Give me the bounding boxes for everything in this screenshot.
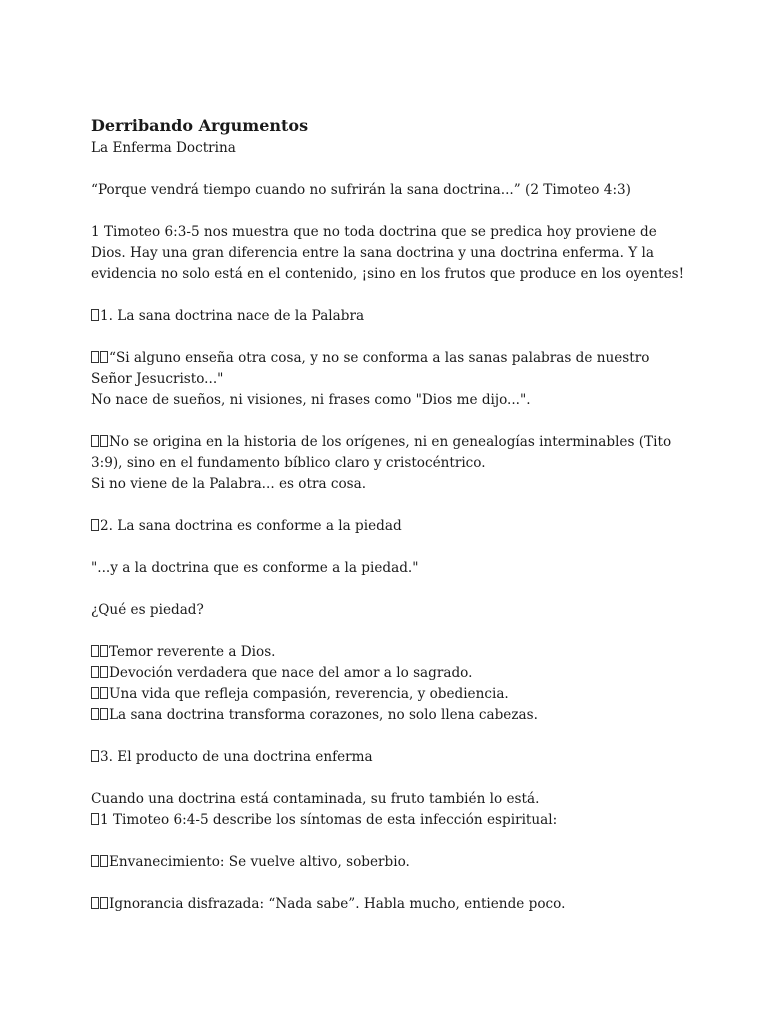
section-3-intro-block bbox=[91, 789, 691, 831]
missing-glyph-icon bbox=[91, 708, 99, 720]
missing-glyph-icon bbox=[91, 519, 99, 531]
missing-glyph-icon bbox=[100, 666, 108, 678]
missing-glyph-icon bbox=[91, 897, 99, 909]
section-2-quote: "...y a la doctrina que es conforme a la piedad." bbox=[91, 560, 419, 576]
section-1-quote-note: No nace de sueños, ni visiones, ni frases como "Dios me dijo...". bbox=[91, 392, 531, 408]
symptom-text: Ignorancia disfrazada: “Nada sabe”. Habla mucho, entiende poco. bbox=[109, 896, 566, 912]
symptom-text: Envanecimiento: Se vuelve altivo, soberbio. bbox=[109, 854, 410, 870]
section-3-ref: 1 Timoteo 6:4-5 describe los síntomas de esta infección espiritual: bbox=[100, 812, 558, 828]
section-1-quote-line bbox=[91, 350, 649, 387]
section-1-quote: “Si alguno enseña otra cosa, y no se conforma a las sanas palabras de nuestro Señor Jesucristo..." bbox=[91, 350, 650, 387]
list-item-text: Temor reverente a Dios. bbox=[109, 644, 276, 660]
missing-glyph-icon bbox=[100, 708, 108, 720]
section-1-point-note: Si no viene de la Palabra... es otra cosa. bbox=[91, 476, 367, 492]
section-2-heading bbox=[91, 516, 691, 537]
missing-glyph-icon bbox=[91, 645, 99, 657]
missing-glyph-icon bbox=[91, 351, 99, 363]
list-item-text: Una vida que refleja compasión, reverencia, y obediencia. bbox=[109, 686, 509, 702]
missing-glyph-icon bbox=[100, 435, 108, 447]
section-3-symptom-1 bbox=[91, 852, 691, 873]
list-item-text: La sana doctrina transforma corazones, no solo llena cabezas. bbox=[109, 707, 538, 723]
document-subtitle: La Enferma Doctrina bbox=[91, 140, 236, 156]
missing-glyph-icon bbox=[100, 897, 108, 909]
section-2-list bbox=[91, 642, 691, 726]
section-3-ref-line bbox=[91, 810, 691, 831]
missing-glyph-icon bbox=[91, 666, 99, 678]
section-1-point: No se origina en la historia de los orígenes, ni en genealogías interminables (Tito 3:9), sino en el fundamento bíblico claro y cristocéntrico. bbox=[91, 434, 672, 471]
section-3-heading-text: 3. El producto de una doctrina enferma bbox=[100, 749, 373, 765]
list-item-text: Devoción verdadera que nace del amor a lo sagrado. bbox=[109, 665, 473, 681]
section-1-heading-text: 1. La sana doctrina nace de la Palabra bbox=[100, 308, 365, 324]
missing-glyph-icon bbox=[100, 351, 108, 363]
missing-glyph-icon bbox=[91, 687, 99, 699]
missing-glyph-icon bbox=[100, 687, 108, 699]
section-2-question: ¿Qué es piedad? bbox=[91, 602, 204, 618]
section-1-quote-block bbox=[91, 348, 691, 411]
section-3-symptom-2 bbox=[91, 894, 691, 915]
list-item bbox=[91, 642, 691, 663]
missing-glyph-icon bbox=[100, 855, 108, 867]
section-1-point-block bbox=[91, 432, 691, 495]
epigraph: “Porque vendrá tiempo cuando no sufrirán la sana doctrina...” (2 Timoteo 4:3) bbox=[91, 182, 631, 198]
list-item bbox=[91, 684, 691, 705]
missing-glyph-icon bbox=[91, 435, 99, 447]
section-3-intro: Cuando una doctrina está contaminada, su fruto también lo está. bbox=[91, 791, 540, 807]
missing-glyph-icon bbox=[91, 855, 99, 867]
document-page bbox=[91, 114, 691, 936]
list-item bbox=[91, 705, 691, 726]
section-1-heading bbox=[91, 306, 691, 327]
intro-paragraph: 1 Timoteo 6:3-5 nos muestra que no toda doctrina que se predica hoy proviene de Dios. Hay una gran diferencia entre la sana doctrina y una doctrina enferma. Y la evidencia no solo está en el contenido, ¡sino en los frutos que produce en los oyentes! bbox=[91, 224, 685, 282]
list-item bbox=[91, 663, 691, 684]
missing-glyph-icon bbox=[91, 750, 99, 762]
missing-glyph-icon bbox=[91, 813, 99, 825]
section-1-point-line bbox=[91, 434, 671, 471]
missing-glyph-icon bbox=[100, 645, 108, 657]
section-3-heading bbox=[91, 747, 691, 768]
missing-glyph-icon bbox=[91, 309, 99, 321]
document-title: Derribando Argumentos bbox=[91, 116, 309, 135]
section-2-heading-text: 2. La sana doctrina es conforme a la piedad bbox=[100, 518, 402, 534]
